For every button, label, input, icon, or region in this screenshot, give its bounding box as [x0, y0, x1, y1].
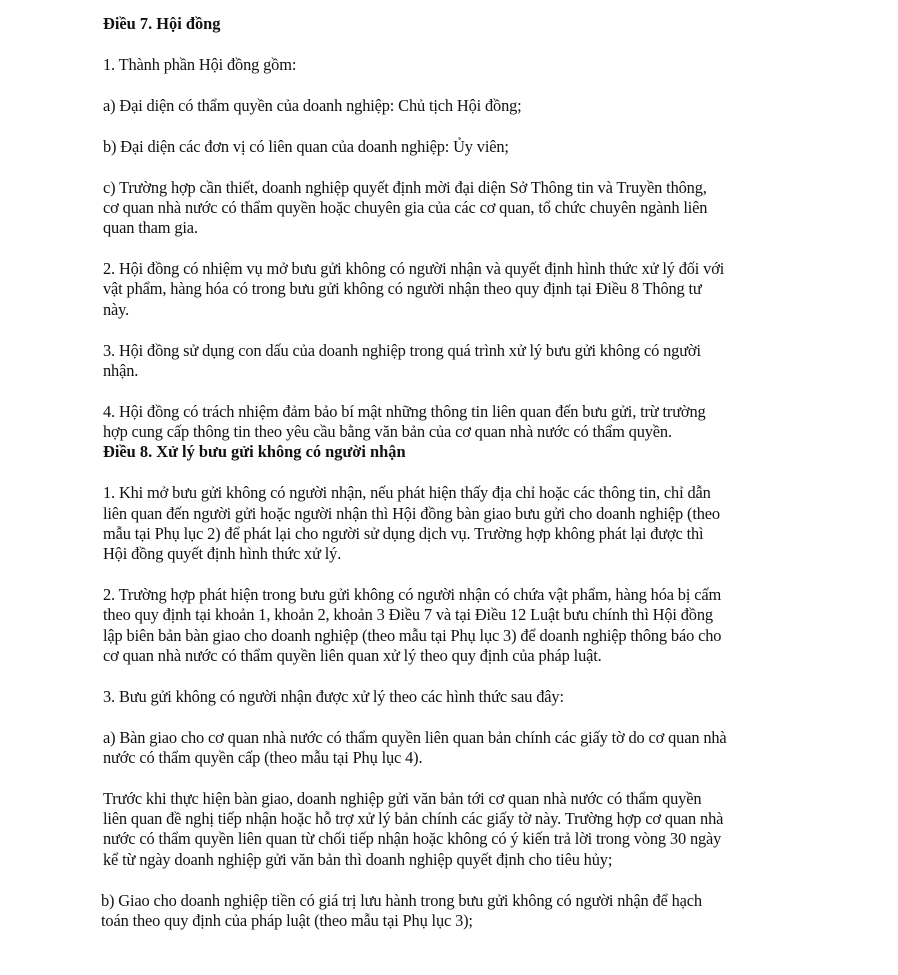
text-line: c) Trường hợp cần thiết, doanh nghiệp quyết định mời đại diện Sở Thông tin và Truyền thông, — [103, 177, 707, 197]
text-line: mẫu tại Phụ lục 2) để phát lại cho người sử dụng dịch vụ. Trường hợp không phát lại được thì — [103, 523, 704, 543]
article-7-item-1c — [103, 178, 803, 239]
text-line: kể từ ngày doanh nghiệp gửi văn bản thì doanh nghiệp quyết định cho tiêu hủy; — [103, 849, 613, 869]
text-line: lập biên bản bàn giao cho doanh nghiệp (theo mẫu tại Phụ lục 3) để doanh nghiệp thông báo cho — [103, 625, 722, 645]
document-body — [103, 14, 803, 931]
text-line: Trước khi thực hiện bàn giao, doanh nghiệp gửi văn bản tới cơ quan nhà nước có thẩm quyền — [103, 788, 702, 808]
text-line: a) Bàn giao cho cơ quan nhà nước có thẩm quyền liên quan bản chính các giấy tờ do cơ quan nhà — [103, 727, 727, 747]
text-line: 4. Hội đồng có trách nhiệm đảm bảo bí mật những thông tin liên quan đến bưu gửi, trừ trường — [103, 401, 706, 421]
text-line: này. — [103, 299, 130, 319]
text-line: cơ quan nhà nước có thẩm quyền liên quan xử lý theo quy định của pháp luật. — [103, 645, 602, 665]
article-8-item-3a — [103, 728, 803, 769]
text-line: theo quy định tại khoản 1, khoản 2, khoản 3 Điều 7 và tại Điều 12 Luật bưu chính thì Hội đồng — [103, 605, 713, 625]
article-7-item-1: 1. Thành phần Hội đồng gồm: — [103, 54, 297, 74]
article-7-item-2 — [103, 259, 803, 320]
text-line: nhận. — [103, 360, 139, 380]
article-8-item-3: 3. Bưu gửi không có người nhận được xử lý theo các hình thức sau đây: — [103, 686, 564, 706]
article-8-item-3b — [101, 891, 803, 932]
article-8-item-2 — [103, 585, 803, 666]
text-line: 2. Hội đồng có nhiệm vụ mở bưu gửi không có người nhận và quyết định hình thức xử lý đối với — [103, 259, 725, 279]
text-line: nước có thẩm quyền liên quan từ chối tiếp nhận hoặc không có ý kiến trả lời trong vòng 30 ngày — [103, 829, 722, 849]
article-7-item-4 — [103, 402, 803, 443]
article-8-item-1 — [103, 483, 803, 564]
text-line: Hội đồng quyết định hình thức xử lý. — [103, 544, 342, 564]
text-line: 3. Hội đồng sử dụng con dấu của doanh nghiệp trong quá trình xử lý bưu gửi không có người — [103, 340, 701, 360]
text-line: cơ quan nhà nước có thẩm quyền hoặc chuyên gia của các cơ quan, tổ chức chuyên ngành liên — [103, 197, 708, 217]
article-8-item-3a-note — [103, 789, 803, 870]
text-line: liên quan đề nghị tiếp nhận hoặc hỗ trợ xử lý bản chính các giấy tờ này. Trường hợp cơ quan nhà — [103, 809, 724, 829]
text-line: b) Giao cho doanh nghiệp tiền có giá trị lưu hành trong bưu gửi không có người nhận để hạch — [101, 890, 702, 910]
text-line: liên quan đến người gửi hoặc người nhận thì Hội đồng bàn giao bưu gửi cho doanh nghiệp (theo — [103, 503, 720, 523]
text-line: quan tham gia. — [103, 218, 198, 238]
article-7-title: Điều 7. Hội đồng — [103, 14, 221, 33]
article-7-item-3 — [103, 341, 803, 382]
article-7-item-1b: b) Đại diện các đơn vị có liên quan của doanh nghiệp: Ủy viên; — [103, 136, 509, 156]
text-line: nước có thẩm quyền cấp (theo mẫu tại Phụ lục 4). — [103, 747, 423, 767]
text-line: 1. Khi mở bưu gửi không có người nhận, nếu phát hiện thấy địa chỉ hoặc các thông tin, chỉ dẫn — [103, 483, 711, 503]
text-line: toán theo quy định của pháp luật (theo mẫu tại Phụ lục 3); — [101, 910, 473, 930]
article-8-title: Điều 8. Xử lý bưu gửi không có người nhận — [103, 442, 406, 462]
text-line: vật phẩm, hàng hóa có trong bưu gửi không có người nhận theo quy định tại Điều 8 Thông tư — [103, 279, 702, 299]
text-line: hợp cung cấp thông tin theo yêu cầu bằng văn bản của cơ quan nhà nước có thẩm quyền. — [103, 422, 672, 442]
text-line: 2. Trường hợp phát hiện trong bưu gửi không có người nhận có chứa vật phẩm, hàng hóa bị cấm — [103, 584, 722, 604]
article-7-item-1a: a) Đại diện có thẩm quyền của doanh nghiệp: Chủ tịch Hội đồng; — [103, 95, 522, 115]
